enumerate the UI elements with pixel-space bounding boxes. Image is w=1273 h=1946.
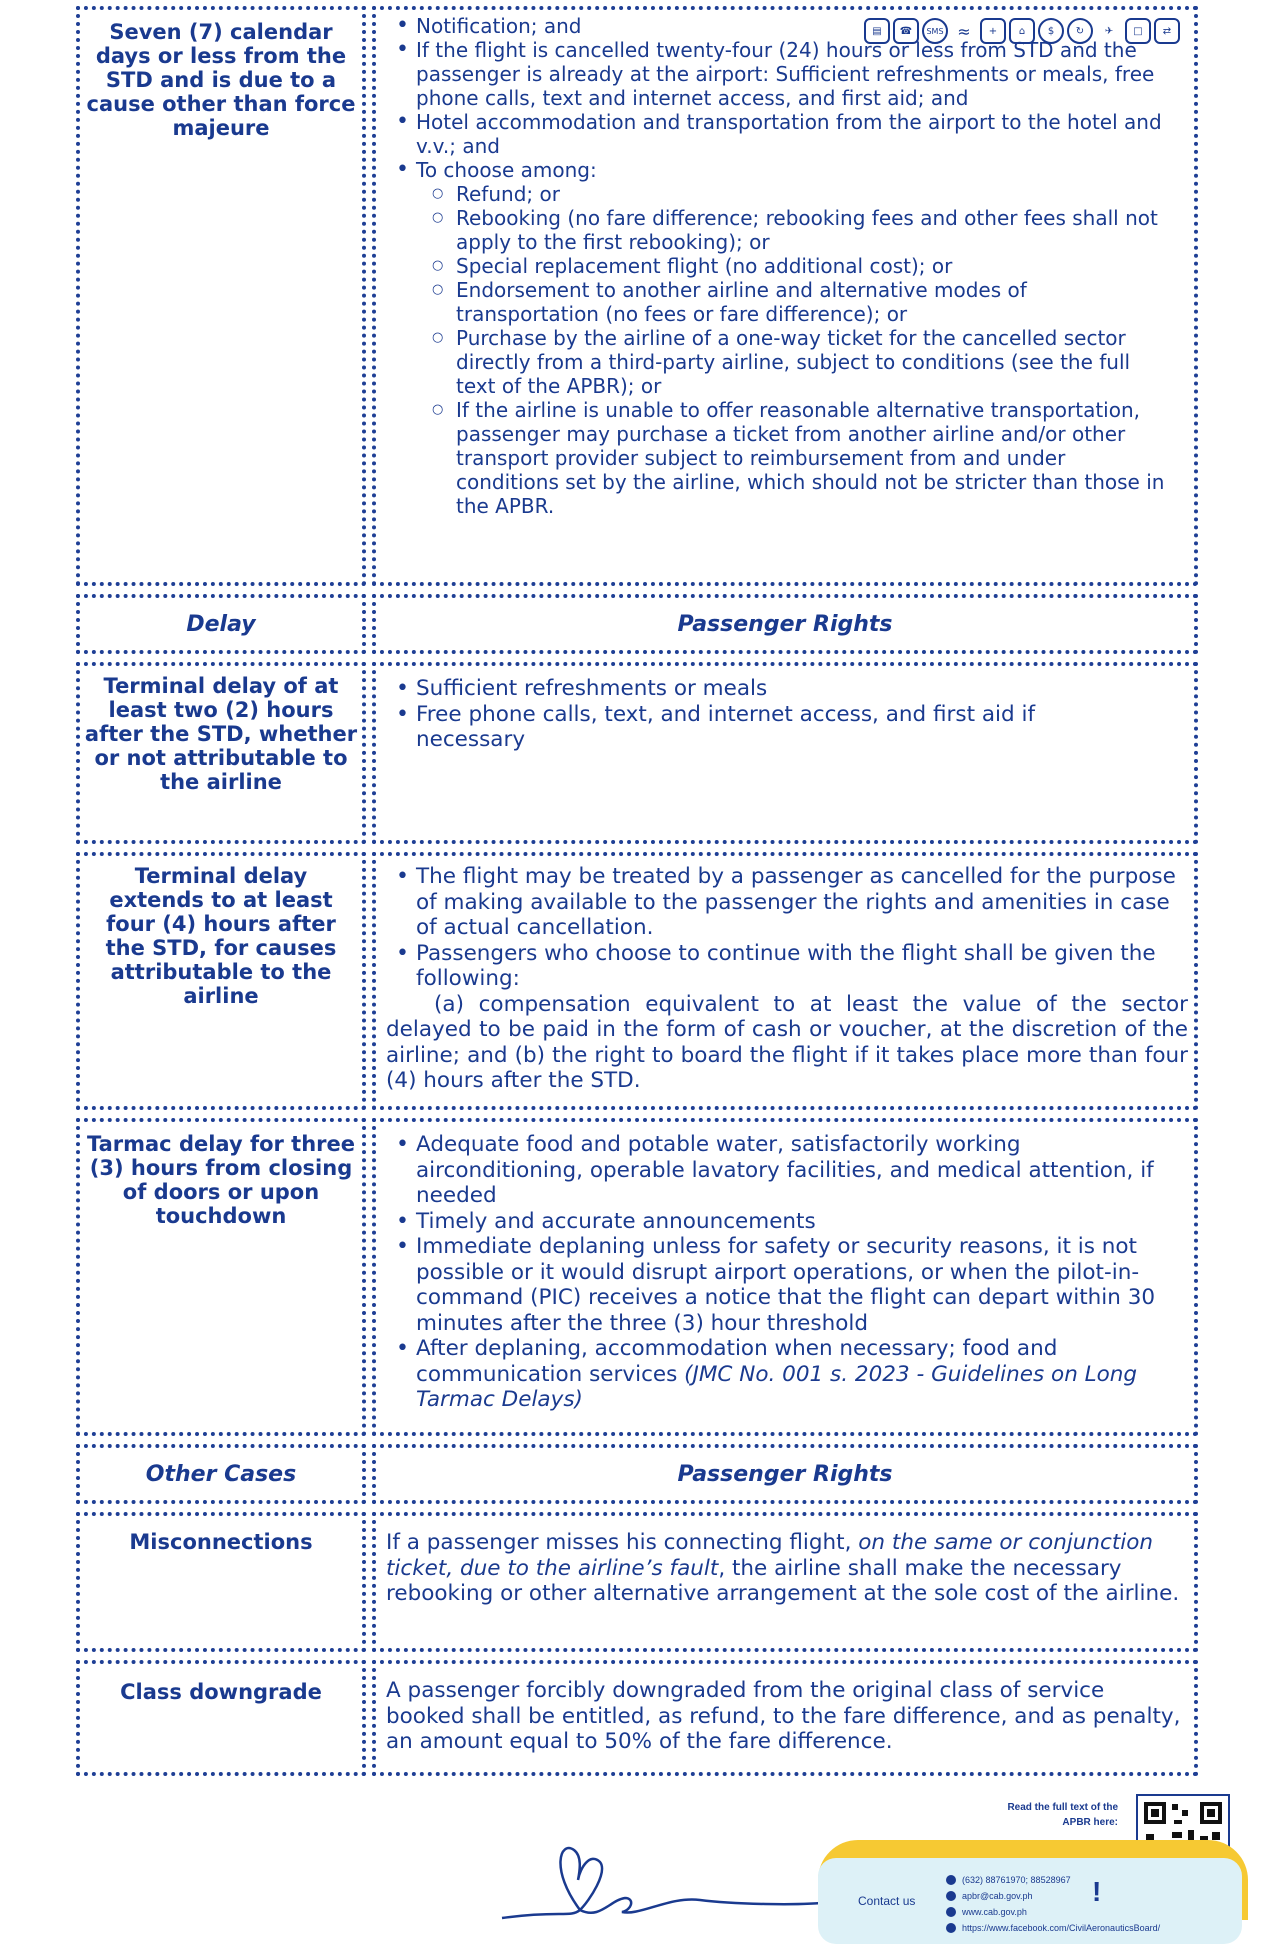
plane-icon: ✈ <box>1104 25 1114 37</box>
facebook-icon <box>946 1923 956 1933</box>
row-label-cell <box>76 1660 366 1776</box>
list-item: • Free phone calls, text, and internet access, and first aid if necessary <box>376 702 1194 753</box>
ticket-icon: □ <box>1125 18 1151 44</box>
list-item: • Hotel accommodation and transportation from the airport to the hotel and v.v.; and <box>376 110 1194 158</box>
sub-list-item: ○ If the airline is unable to offer reasonable alternative transportation, passenger may purchase a ticket from another airline and/or other transport provider subject to reimbursement from and under conditions set by the airline, which should not be stricter than those in the APBR. <box>376 398 1194 518</box>
refund-icon: $ <box>1038 18 1064 44</box>
list-item: • Sufficient refreshments or meals <box>376 676 1194 702</box>
table-header-delay <box>76 594 1198 654</box>
row-label: Tarmac delay for three (3) hours from closing of doors or upon touchdown <box>86 1132 356 1228</box>
sub-list-item: ○ Purchase by the airline of a one-way ticket for the cancelled sector directly from a third-party airline, subject to conditions (see the full text of the APBR); or <box>376 326 1194 398</box>
contact-email[interactable] <box>946 1888 1160 1904</box>
contact-phone[interactable] <box>946 1872 1160 1888</box>
compensation-paragraph: (a) compensation equivalent to at least the value of the sector delayed to be paid in the form of cash or voucher, at the discretion of the airline; and (b) the right to board the flight if it takes place more than four (4) hours after the STD. <box>386 991 1188 1093</box>
header-other-label: Other Cases <box>145 1461 297 1487</box>
row-label-cell <box>76 1512 366 1652</box>
footer <box>0 1780 1273 1946</box>
email-icon <box>946 1891 956 1901</box>
row-content-cell <box>372 6 1198 586</box>
list-item-text: After deplaning, accommodation when necessary; food and communication services <box>416 1336 1058 1387</box>
list-item: • Adequate food and potable water, satisfactorily working airconditioning, operable lavatory facilities, and medical attention, if needed <box>376 1132 1194 1209</box>
guideline-reference: (JMC No. 001 s. 2023 - Guidelines on Long Tarmac Delays) <box>416 1361 1138 1412</box>
downgrade-text: A passenger forcibly downgraded from the original class of service booked shall be entitled, as refund, to the fare difference, and as penalty, an amount equal to 50% of the fare difference. <box>386 1678 1181 1754</box>
contact-facebook-text: https://www.facebook.com/CivilAeronauticsBoard/ <box>962 1923 1161 1933</box>
table-row-terminal-delay-4h <box>76 852 1198 1110</box>
phone-icon <box>946 1875 956 1885</box>
contact-us-label: Contact us <box>858 1894 916 1908</box>
sub-list-item: ○ Rebooking (no fare difference; rebooking fees and other fees shall not apply to the first rebooking); or <box>376 206 1194 254</box>
sms-icon: SMS <box>922 18 948 44</box>
list-item: • Passengers who choose to continue with the flight shall be given the following: <box>376 941 1194 992</box>
table-header-other-cases <box>76 1444 1198 1504</box>
contact-email-text: apbr@cab.gov.ph <box>962 1891 1033 1901</box>
first-aid-icon: + <box>980 18 1006 44</box>
text-segment: , the airline shall make the necessary rebooking or other alternative arrangement at the sole cost of the airline. <box>386 1555 1180 1606</box>
header-delay-label: Delay <box>186 611 256 637</box>
rebook-icon: ↻ <box>1067 18 1093 44</box>
list-item: • To choose among: <box>376 158 1194 182</box>
list-item: • Timely and accurate announcements <box>376 1209 1194 1235</box>
contact-website-text: www.cab.gov.ph <box>962 1907 1027 1917</box>
row-label: Terminal delay of at least two (2) hours after the STD, whether or not attributable to the airline <box>84 674 358 794</box>
table-row-tarmac-delay <box>76 1118 1198 1436</box>
misconnection-text <box>376 1516 1194 1607</box>
table-row-cancellation-7-days <box>76 6 1198 586</box>
list-item: • Notification; and <box>376 14 1194 38</box>
table-row-class-downgrade <box>76 1660 1198 1776</box>
globe-icon <box>946 1907 956 1917</box>
exclamation-icon: ! <box>1092 1876 1102 1907</box>
contact-phone-text: (632) 88761970; 88528967 <box>962 1875 1071 1885</box>
row-label-cell <box>76 6 366 586</box>
row-content-cell <box>372 662 1198 844</box>
header-right-cell <box>372 1444 1198 1504</box>
header-left-cell <box>76 594 366 654</box>
sub-list-item: ○ Special replacement flight (no additional cost); or <box>376 254 1194 278</box>
sub-list-item: ○ Endorsement to another airline and alternative modes of transportation (no fees or fare difference); or <box>376 278 1194 326</box>
luggage-icon: ▤ <box>864 18 890 44</box>
list-item: • The flight may be treated by a passenger as cancelled for the purpose of making available to the passenger the rights and amenities in case of actual cancellation. <box>376 864 1194 941</box>
table-row-misconnections <box>76 1512 1198 1652</box>
read-full-text-label: Read the full text of the APBR here: <box>1007 1802 1118 1828</box>
row-content-cell <box>372 1660 1198 1776</box>
row-content-cell <box>372 852 1198 1110</box>
contact-website[interactable] <box>946 1904 1160 1920</box>
header-right-cell <box>372 594 1198 654</box>
row-label: Seven (7) calendar days or less from the STD and is due to a cause other than force majeure <box>86 20 356 140</box>
table-row-terminal-delay-2h <box>76 662 1198 844</box>
contact-facebook[interactable] <box>946 1920 1160 1936</box>
text-segment: If a passenger misses his connecting flight, <box>386 1530 859 1555</box>
row-content-cell <box>372 1118 1198 1436</box>
list-item <box>376 1336 1194 1413</box>
transfer-icon: ⇄ <box>1154 18 1180 44</box>
row-label: Class downgrade <box>120 1680 322 1704</box>
list-item: • If the flight is cancelled twenty-four (24) hours or less from STD and the passenger is already at the airport: Sufficient refreshments or meals, free phone calls, text and internet access, and first aid; and <box>376 38 1194 110</box>
phone-icon: ☎ <box>893 18 919 44</box>
row-label-cell <box>76 662 366 844</box>
text-segment-italic: on the same or conjunction ticket, due to the airline’s fault <box>386 1530 1154 1581</box>
row-label-cell <box>76 852 366 1110</box>
row-label: Misconnections <box>129 1530 313 1554</box>
row-content-cell <box>372 1512 1198 1652</box>
contact-list <box>946 1872 1160 1936</box>
contact-panel <box>818 1858 1242 1944</box>
header-rights-label: Passenger Rights <box>677 1461 893 1487</box>
list-item: • Immediate deplaning unless for safety or security reasons, it is not possible or it would disrupt airport operations, or when the pilot-in-command (PIC) receives a notice that the flight can depart within 30 minutes after the three (3) hour threshold <box>376 1234 1194 1336</box>
hotel-icon: ⌂ <box>1009 18 1035 44</box>
header-rights-label: Passenger Rights <box>677 611 893 637</box>
sub-list-item: ○ Refund; or <box>376 182 1194 206</box>
wifi-icon: ≈ <box>957 21 971 41</box>
row-label-cell <box>76 1118 366 1436</box>
header-left-cell <box>76 1444 366 1504</box>
row-label: Terminal delay extends to at least four (4) hours after the STD, for causes attributable to the airline <box>105 864 337 1008</box>
